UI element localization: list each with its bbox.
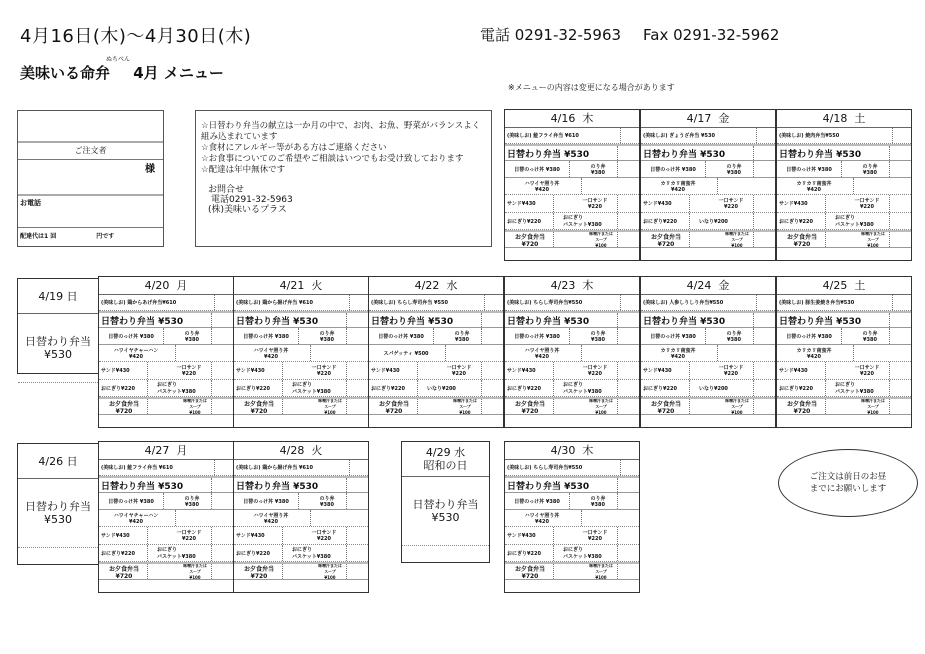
sandwich: サンド¥430 [779,201,808,207]
special-row [641,128,775,144]
soup: 味噌汁または スープ ¥100 [453,399,477,414]
soup: 味噌汁または スープ ¥100 [725,232,749,247]
don-row [505,161,639,178]
day-header: 4/22 水 [369,277,503,295]
special-don: ハワイヤ照り丼 ¥420 [253,512,289,525]
onigiri-row [99,380,233,397]
special-row [99,295,233,311]
sandwich-row [234,527,368,545]
onigiri-row [99,545,233,562]
dinner-bento: お夕食弁当 ¥720 [514,400,545,414]
soup: 味噌汁または スープ ¥100 [318,564,342,579]
mini-sandwich: 一口サンド ¥220 [582,365,608,377]
sandwich-row [99,527,233,545]
onigiri-row [505,545,639,562]
inquiry-title: お問合せ [208,185,245,195]
special-bento: (美味しお) 焼肉弁当¥550 [779,133,840,139]
sunday-box-0419 [17,278,99,374]
special-bento: (美味しお) ちらし寿司弁当 ¥550 [371,300,448,306]
daily-bento: 日替わり弁当 ¥530 [101,481,184,492]
inquiry-block [201,185,487,215]
nokke-don: 日替のっけ丼 ¥380 [650,166,696,173]
don2-row [99,345,233,362]
don2-row [777,178,911,195]
mini-sandwich: 一口サンド ¥220 [718,365,744,377]
delivery-fee-suffix: 円です [96,233,115,240]
sunday-bento: 日替わり弁当 ¥530 [18,479,98,548]
sandwich: サンド¥430 [101,368,130,374]
don2-row [505,178,639,195]
phone-number: 電話 0291-32-5963 [480,26,622,44]
onigiri-extra: おにぎり バスケット¥380 [292,382,331,395]
callout-line: までにお願いします [809,484,887,494]
daily-bento: 日替わり弁当 ¥530 [236,481,319,492]
special-don: ハワイヤ照り丼 ¥420 [524,347,560,360]
order-form-blank[interactable] [18,111,163,143]
onigiri-extra: いなり¥200 [427,385,456,392]
special-row [234,295,368,311]
day-header: 4/25 土 [777,277,911,295]
sandwich-row [99,362,233,380]
phone-field-label: お電話 [20,199,41,207]
special-row [641,295,775,311]
sandwich-row [369,362,503,380]
onigiri-row [777,380,911,397]
onigiri: おにぎり¥220 [101,550,135,557]
contact-line [480,24,779,45]
special-don: ハワイヤ照り丼 ¥420 [524,180,560,193]
special-don: カリカリ南蛮丼 ¥420 [796,347,832,360]
mini-sandwich: 一口サンド ¥220 [582,530,608,542]
inquiry-company: (株)美味いるプラス [208,205,287,215]
onigiri: おにぎり¥220 [643,385,677,392]
onigiri: おにぎり¥220 [236,385,270,392]
soup: 味噌汁または スープ ¥100 [725,399,749,414]
onigiri: おにぎり¥220 [643,218,677,225]
daily-row [641,311,775,328]
daily-bento: 日替わり弁当 ¥530 [371,316,454,327]
info-line: ☆配達は年中無休です [201,165,286,175]
info-line: ☆お食事についてのご希望やご相談はいつでもお受け致しております [201,154,464,164]
don-row [641,328,775,345]
daily-bento: 日替わり弁当 ¥530 [643,149,726,160]
phone-field[interactable] [18,196,163,228]
day-menu-table [640,109,776,261]
nokke-don: 日替のっけ丼 ¥380 [108,333,154,340]
onigiri: おにぎり¥220 [507,550,541,557]
special-row [99,460,233,476]
daily-bento: 日替わり弁当 ¥530 [236,316,319,327]
nori-bento: のり弁 ¥380 [454,330,470,343]
special-row [369,295,503,311]
sandwich-row [641,195,775,213]
don-row [99,328,233,345]
day-menu-table [233,276,369,428]
don-row [777,328,911,345]
don2-row [505,345,639,362]
day-header: 4/24 金 [641,277,775,295]
mini-sandwich: 一口サンド ¥220 [854,198,880,210]
onigiri-extra: おにぎり バスケット¥380 [835,382,874,395]
special-bento: (美味しお) ちらし寿司弁当¥550 [507,300,583,306]
day-menu-table [776,276,912,428]
day-header: 4/21 火 [234,277,368,295]
sandwich-row [641,362,775,380]
dinner-row [505,562,639,580]
sunday-date: 4/19 日 [18,279,98,314]
special-bento: (美味しお) 鶏からあげ弁当¥610 [101,300,177,306]
order-form [17,110,164,247]
dinner-bento: お夕食弁当 ¥720 [243,565,274,579]
special-bento: (美味しお) 人参しりしり弁当¥550 [643,300,724,306]
orderer-name-field[interactable] [18,160,163,196]
soup: 味噌汁または スープ ¥100 [183,399,207,414]
daily-bento: 日替わり弁当 ¥530 [507,149,590,160]
onigiri-extra: おにぎり バスケット¥380 [563,547,602,560]
dinner-bento: お夕食弁当 ¥720 [650,400,681,414]
sandwich: サンド¥430 [643,201,672,207]
dinner-row [505,397,639,415]
onigiri-row [234,380,368,397]
mini-sandwich: 一口サンド ¥220 [311,530,337,542]
soup: 味噌汁または スープ ¥100 [861,399,885,414]
orderer-label: ご注文者 [18,143,163,160]
fax-number: Fax 0291-32-5962 [643,26,780,44]
onigiri: おにぎり¥220 [507,218,541,225]
sandwich-row [505,527,639,545]
date-range-title: 4月16日(木)～4月30日(木) [20,26,252,47]
day-menu-table [640,276,776,428]
menu-subtitle [20,56,224,83]
onigiri-row [777,213,911,230]
special-bento: (美味しお) 豚生姜焼き弁当¥530 [779,300,855,306]
special-row [777,295,911,311]
sandwich-row [505,362,639,380]
don2-row [234,510,368,527]
honorific: 様 [145,164,155,175]
daily-row [505,311,639,328]
onigiri-extra: おにぎり バスケット¥380 [835,215,874,228]
dinner-row [99,562,233,580]
daily-row [234,476,368,493]
onigiri-row [234,545,368,562]
sunday-box-0426 [17,443,99,565]
onigiri: おにぎり¥220 [101,385,135,392]
special-bento: (美味しお) ちらし寿司弁当¥550 [507,465,583,471]
onigiri-extra: おにぎり バスケット¥380 [563,382,602,395]
nori-bento: のり弁 ¥380 [319,495,335,508]
mini-sandwich: 一口サンド ¥220 [854,365,880,377]
daily-row [99,311,233,328]
onigiri-extra: おにぎり バスケット¥380 [157,547,196,560]
special-bento: (美味しお) 鮭フライ弁当 ¥610 [507,133,579,139]
dinner-bento: お夕食弁当 ¥720 [108,565,139,579]
don2-row [505,510,639,527]
nokke-don: 日替のっけ丼 ¥380 [243,498,289,505]
special-bento: (美味しお) ぎょうざ弁当 ¥530 [643,133,715,139]
dinner-row [641,397,775,415]
holiday-bento: 日替わり弁当 ¥530 [402,477,489,546]
onigiri-row [369,380,503,397]
special-row [777,128,911,144]
nori-bento: のり弁 ¥380 [590,495,606,508]
daily-row [505,476,639,493]
sandwich: サンド¥430 [643,368,672,374]
day-header: 4/18 土 [777,110,911,128]
dinner-row [777,230,911,248]
special-don: ハワイヤ照り丼 ¥420 [253,347,289,360]
sandwich-row [234,362,368,380]
order-deadline-callout [778,449,918,517]
nokke-don: 日替のっけ丼 ¥380 [378,333,424,340]
soup: 味噌汁または スープ ¥100 [589,232,613,247]
sandwich: サンド¥430 [101,533,130,539]
daily-row [777,144,911,161]
don2-row [641,345,775,362]
mini-sandwich: 一口サンド ¥220 [718,198,744,210]
mini-sandwich: 一口サンド ¥220 [176,530,202,542]
nokke-don: 日替のっけ丼 ¥380 [514,333,560,340]
special-don: スパゲッティ ¥500 [383,350,429,357]
dinner-row [234,397,368,415]
day-header: 4/28 火 [234,442,368,460]
sandwich: サンド¥430 [507,201,536,207]
delivery-fee-field[interactable] [18,228,163,246]
nori-bento: のり弁 ¥380 [184,495,200,508]
special-don: カリカリ南蛮丼 ¥420 [796,180,832,193]
onigiri-row [505,380,639,397]
nokke-don: 日替のっけ丼 ¥380 [108,498,154,505]
shop-name: 美味いる命弁 [20,64,111,82]
day-menu-table [98,441,234,593]
daily-bento: 日替わり弁当 ¥530 [779,149,862,160]
holiday-date: 4/29 水 昭和の日 [402,442,489,477]
don-row [99,493,233,510]
onigiri-extra: いなり¥200 [699,385,728,392]
special-don: ハワイヤチャーハン ¥420 [113,512,159,525]
daily-bento: 日替わり弁当 ¥530 [643,316,726,327]
dinner-row [99,397,233,415]
nokke-don: 日替のっけ丼 ¥380 [243,333,289,340]
onigiri: おにぎり¥220 [779,385,813,392]
mini-sandwich: 一口サンド ¥220 [582,198,608,210]
mini-sandwich: 一口サンド ¥220 [176,365,202,377]
don-row [234,493,368,510]
shop-name-ruby: ぬちべん [106,56,131,63]
menu-title: 4月 メニュー [133,64,224,82]
nori-bento: のり弁 ¥380 [590,330,606,343]
onigiri: おにぎり¥220 [507,385,541,392]
nokke-don: 日替のっけ丼 ¥380 [650,333,696,340]
dinner-row [777,397,911,415]
sandwich: サンド¥430 [779,368,808,374]
don2-row [99,510,233,527]
day-header: 4/27 月 [99,442,233,460]
dinner-row [641,230,775,248]
soup: 味噌汁または スープ ¥100 [589,564,613,579]
nori-bento: のり弁 ¥380 [862,330,878,343]
day-menu-table [368,276,504,428]
don-row [505,328,639,345]
dinner-row [369,397,503,415]
onigiri-extra: いなり¥200 [699,218,728,225]
special-don: ハワイヤ照り丼 ¥420 [524,512,560,525]
day-menu-table [504,441,640,593]
don-row [777,161,911,178]
don2-row [234,345,368,362]
sunday-date: 4/26 日 [18,444,98,479]
don2-row [369,345,503,362]
day-header: 4/23 木 [505,277,639,295]
mini-sandwich: 一口サンド ¥220 [311,365,337,377]
inquiry-phone: 電話0291-32-5963 [211,195,293,205]
callout-line: ご注文は前日のお昼 [809,472,887,482]
dinner-row [234,562,368,580]
nori-bento: のり弁 ¥380 [726,330,742,343]
mini-sandwich: 一口サンド ¥220 [446,365,472,377]
sandwich-row [505,195,639,213]
day-menu-table [233,441,369,593]
onigiri-row [641,213,775,230]
nori-bento: のり弁 ¥380 [590,163,606,176]
sunday-bento: 日替わり弁当 ¥530 [18,314,98,383]
dinner-bento: お夕食弁当 ¥720 [786,233,817,247]
day-menu-table [504,276,640,428]
dinner-bento: お夕食弁当 ¥720 [243,400,274,414]
special-row [234,460,368,476]
sandwich: サンド¥430 [507,533,536,539]
nokke-don: 日替のっけ丼 ¥380 [786,333,832,340]
don-row [234,328,368,345]
info-line: ☆食材にアレルギー等がある方はご連絡ください [201,143,387,153]
day-menu-table [504,109,640,261]
sandwich-row [777,362,911,380]
nokke-don: 日替のっけ丼 ¥380 [786,166,832,173]
daily-bento: 日替わり弁当 ¥530 [779,316,862,327]
dinner-row [505,230,639,248]
daily-row [234,311,368,328]
onigiri: おにぎり¥220 [236,550,270,557]
daily-row [641,144,775,161]
sandwich-row [777,195,911,213]
sandwich: サンド¥430 [371,368,400,374]
day-header: 4/20 月 [99,277,233,295]
onigiri-row [505,213,639,230]
onigiri: おにぎり¥220 [779,218,813,225]
special-row [505,295,639,311]
special-don: ハワイヤチャーハン ¥420 [113,347,159,360]
daily-row [99,476,233,493]
sandwich: サンド¥430 [236,368,265,374]
day-header: 4/16 木 [505,110,639,128]
daily-row [369,311,503,328]
day-header: 4/30 木 [505,442,639,460]
info-box [195,110,492,247]
don-row [369,328,503,345]
special-row [505,128,639,144]
info-line: ☆日替わり弁当の献立は一か月の中で、お肉、お魚、野菜がバランスよく組み込まれています [201,121,481,142]
soup: 味噌汁または スープ ¥100 [183,564,207,579]
special-don: カリカリ南蛮丼 ¥420 [660,180,696,193]
don2-row [641,178,775,195]
nokke-don: 日替のっけ丼 ¥380 [514,498,560,505]
nori-bento: のり弁 ¥380 [184,330,200,343]
dinner-bento: お夕食弁当 ¥720 [378,400,409,414]
dinner-bento: お夕食弁当 ¥720 [514,233,545,247]
special-bento: (美味しお) 鶏から揚げ弁当 ¥610 [236,465,313,471]
special-row [505,460,639,476]
dinner-bento: お夕食弁当 ¥720 [108,400,139,414]
daily-bento: 日替わり弁当 ¥530 [507,481,590,492]
dinner-bento: お夕食弁当 ¥720 [650,233,681,247]
don-row [641,161,775,178]
don-row [505,493,639,510]
special-bento: (美味しお) 鶏から揚げ弁当 ¥610 [236,300,313,306]
day-menu-table [776,109,912,261]
dinner-bento: お夕食弁当 ¥720 [786,400,817,414]
soup: 味噌汁または スープ ¥100 [861,232,885,247]
day-header: 4/17 金 [641,110,775,128]
dinner-bento: お夕食弁当 ¥720 [514,565,545,579]
sandwich: サンド¥430 [507,368,536,374]
onigiri-extra: おにぎり バスケット¥380 [292,547,331,560]
soup: 味噌汁または スープ ¥100 [318,399,342,414]
soup: 味噌汁または スープ ¥100 [589,399,613,414]
don2-row [777,345,911,362]
onigiri-extra: おにぎり バスケット¥380 [563,215,602,228]
special-bento: (美味しお) 鮭フライ弁当 ¥610 [101,465,173,471]
day-menu-table [98,276,234,428]
nori-bento: のり弁 ¥380 [319,330,335,343]
holiday-box-0429 [401,441,490,563]
special-don: カリカリ南蛮丼 ¥420 [660,347,696,360]
onigiri: おにぎり¥220 [371,385,405,392]
daily-row [505,144,639,161]
onigiri-extra: おにぎり バスケット¥380 [157,382,196,395]
daily-bento: 日替わり弁当 ¥530 [101,316,184,327]
daily-row [777,311,911,328]
nokke-don: 日替のっけ丼 ¥380 [514,166,560,173]
daily-bento: 日替わり弁当 ¥530 [507,316,590,327]
nori-bento: のり弁 ¥380 [726,163,742,176]
sandwich: サンド¥430 [236,533,265,539]
change-notice: ※メニューの内容は変更になる場合があります [508,83,675,92]
delivery-fee-label: 配達代は1 回 [20,233,57,240]
onigiri-row [641,380,775,397]
nori-bento: のり弁 ¥380 [862,163,878,176]
